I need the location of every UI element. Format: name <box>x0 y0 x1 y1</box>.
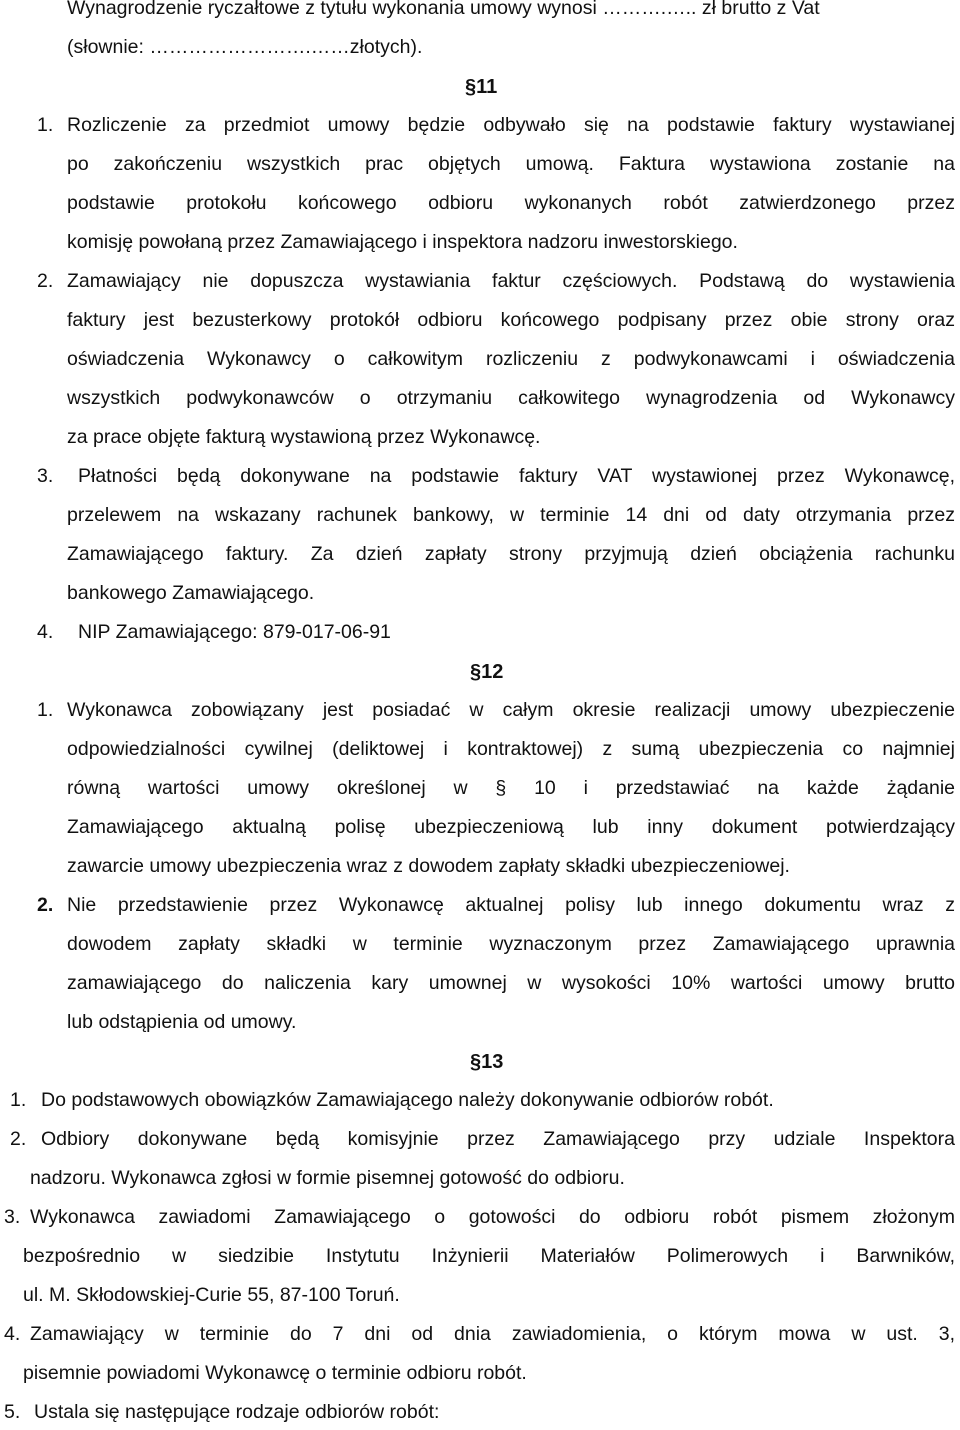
s13-item-4-number: 4. <box>4 1323 21 1345</box>
s12-item-1-line-5: zawarcie umowy ubezpieczenia wraz z dowodem zapłaty składki ubezpieczeniowej. <box>67 855 790 877</box>
intro-line-1: Wynagrodzenie ryczałtowe z tytułu wykonania umowy wynosi ……….….. zł brutto z Vat <box>67 0 820 19</box>
s13-item-4-line-2: pisemnie powiadomi Wykonawcę o terminie odbioru robót. <box>23 1362 527 1384</box>
section-11-heading: §11 <box>465 76 498 98</box>
s11-item-2-line-1: Zamawiający nie dopuszcza wystawiania faktur częściowych. Podstawą do wystawienia <box>67 272 955 292</box>
s11-item-4-line-1: NIP Zamawiającego: 879-017-06-91 <box>78 621 391 643</box>
s13-item-3-line-1: Wykonawca zawiadomi Zamawiającego o gotowości do odbioru robót pismem złożonym <box>30 1208 955 1228</box>
s13-item-2-number: 2. <box>10 1128 27 1150</box>
s12-item-1-number: 1. <box>37 699 54 721</box>
s11-item-2-line-4: wszystkich podwykonawców o otrzymaniu całkowitego wynagrodzenia od Wykonawcy <box>67 389 955 409</box>
s11-item-1-line-1: Rozliczenie za przedmiot umowy będzie odbywało się na podstawie faktury wystawianej <box>67 116 955 136</box>
s11-item-1-number: 1. <box>37 114 54 136</box>
s12-item-1-line-2: odpowiedzialności cywilnej (deliktowej i kontraktowej) z sumą ubezpieczenia co najmniej <box>67 740 955 760</box>
s13-item-2-line-2: nadzoru. Wykonawca zgłosi w formie pisemnej gotowość do odbioru. <box>30 1167 625 1189</box>
s13-item-5-number: 5. <box>4 1401 21 1423</box>
s11-item-1-line-3: podstawie protokołu końcowego odbioru wykonanych robót zatwierdzonego przez <box>67 194 955 214</box>
s13-item-2-line-1: Odbiory dokonywane będą komisyjnie przez Zamawiającego przy udziale Inspektora <box>41 1130 955 1150</box>
s11-item-2-line-2: faktury jest bezusterkowy protokół odbioru końcowego podpisany przez obie strony oraz <box>67 311 955 331</box>
s13-item-3-line-2: bezpośrednio w siedzibie Instytutu Inżynierii Materiałów Polimerowych i Barwników, <box>23 1247 955 1267</box>
s13-item-3-number: 3. <box>4 1206 21 1228</box>
s13-item-1-number: 1. <box>10 1089 27 1111</box>
s13-item-1-line-1: Do podstawowych obowiązków Zamawiającego należy dokonywanie odbiorów robót. <box>41 1089 774 1111</box>
s11-item-1-line-4: komisję powołaną przez Zamawiającego i inspektora nadzoru inwestorskiego. <box>67 231 738 253</box>
s11-item-2-number: 2. <box>37 270 54 292</box>
s11-item-2-line-5: za prace objęte fakturą wystawioną przez Wykonawcę. <box>67 426 541 448</box>
s11-item-2-line-3: oświadczenia Wykonawcy o całkowitym rozliczeniu z podwykonawcami i oświadczenia <box>67 350 955 370</box>
s11-item-3-line-2: przelewem na wskazany rachunek bankowy, w terminie 14 dni od daty otrzymania przez <box>67 506 955 526</box>
s13-item-3-line-3: ul. M. Skłodowskiej-Curie 55, 87-100 Toruń. <box>23 1284 400 1306</box>
s12-item-1-line-1: Wykonawca zobowiązany jest posiadać w całym okresie realizacji umowy ubezpieczenie <box>67 701 955 721</box>
s11-item-1-line-2: po zakończeniu wszystkich prac objętych umową. Faktura wystawiona zostanie na <box>67 155 955 175</box>
intro-line-2: (słownie: …………………….……złotych). <box>67 36 423 58</box>
s13-item-5-line-1: Ustala się następujące rodzaje odbiorów robót: <box>34 1401 440 1423</box>
section-13-heading: §13 <box>470 1051 504 1073</box>
s12-item-2-line-3: zamawiającego do naliczenia kary umownej w wysokości 10% wartości umowy brutto <box>67 974 955 994</box>
section-12-heading: §12 <box>470 661 504 683</box>
s11-item-3-line-3: Zamawiającego faktury. Za dzień zapłaty strony przyjmują dzień obciążenia rachunku <box>67 545 955 565</box>
s11-item-4-number: 4. <box>37 621 54 643</box>
s12-item-2-line-1: Nie przedstawienie przez Wykonawcę aktualnej polisy lub innego dokumentu wraz z <box>67 896 955 916</box>
s13-item-4-line-1: Zamawiający w terminie do 7 dni od dnia zawiadomienia, o którym mowa w ust. 3, <box>30 1325 955 1345</box>
s12-item-1-line-4: Zamawiającego aktualną polisę ubezpieczeniową lub inny dokument potwierdzający <box>67 818 955 838</box>
s12-item-2-number: 2. <box>37 894 54 916</box>
s11-item-3-line-4: bankowego Zamawiającego. <box>67 582 315 604</box>
s12-item-2-line-4: lub odstąpienia od umowy. <box>67 1011 297 1033</box>
s11-item-3-line-1: Płatności będą dokonywane na podstawie faktury VAT wystawionej przez Wykonawcę, <box>78 467 955 487</box>
s12-item-1-line-3: równą wartości umowy określonej w § 10 i przedstawiać na każde żądanie <box>67 779 955 799</box>
s11-item-3-number: 3. <box>37 465 54 487</box>
s12-item-2-line-2: dowodem zapłaty składki w terminie wyznaczonym przez Zamawiającego uprawnia <box>67 935 955 955</box>
